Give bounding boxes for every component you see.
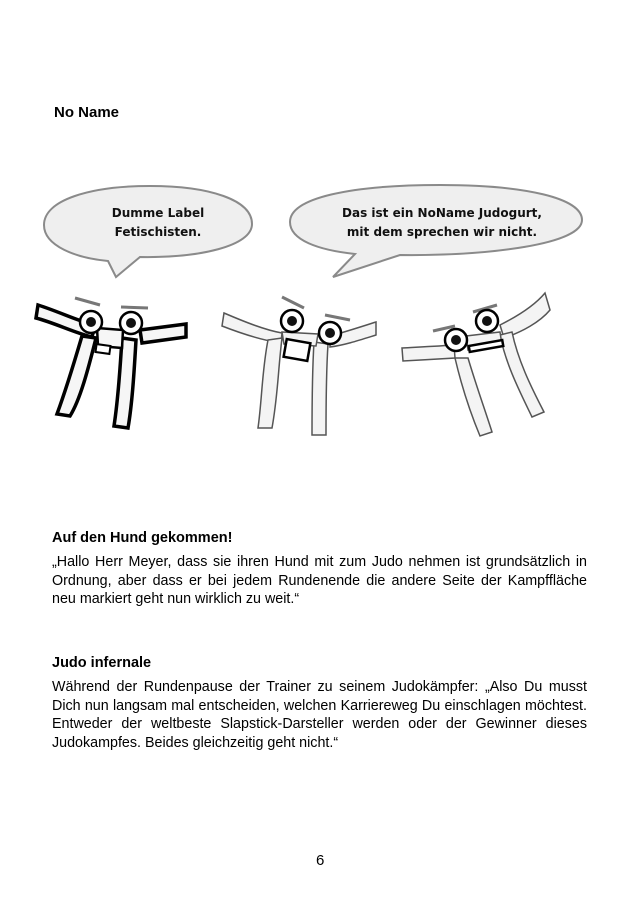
section-text: „Hallo Herr Meyer, dass sie ihren Hund mit zum Judo nehmen ist grundsätzlich in Ordnung, aber dass er bei jedem Rundenende die andere Seite der Kampffläche neu markiert geht nun wirklich zu weit.“ <box>52 554 587 608</box>
bubble-left-line1: Dumme Label <box>111 206 205 220</box>
section-heading: Auf den Hund gekommen! <box>52 530 233 546</box>
page-number: 6 <box>316 852 325 869</box>
belt-character-right <box>402 293 550 436</box>
bubble-left-line2: Fetischisten. <box>114 225 202 239</box>
belt-character-left <box>36 298 186 428</box>
eyebrow-icon <box>75 298 100 305</box>
speech-bubble-left-text <box>88 204 228 242</box>
bubble-right-line2: mit dem sprechen wir nicht. <box>346 225 538 239</box>
label-tag <box>284 339 311 361</box>
label-tag <box>96 344 111 354</box>
belt-character-middle <box>222 297 376 435</box>
bubble-right-line1: Das ist ein NoName Judogurt, <box>342 206 542 220</box>
section-text: Während der Rundenpause der Trainer zu seinem Judokämpfer: „Also Du musst Dich nun langsam mal entscheiden, welchen Karriereweg Du einschlagen möchtest. Entweder der weltbeste Slapstick-Darsteller werden oder der Gewinner dieses Judokampfes. Beides gleichzeitig geht nicht.“ <box>52 679 587 752</box>
speech-bubble-right-text <box>312 204 572 242</box>
section-heading: Judo infernale <box>52 655 152 671</box>
page-title: No Name <box>54 104 120 121</box>
